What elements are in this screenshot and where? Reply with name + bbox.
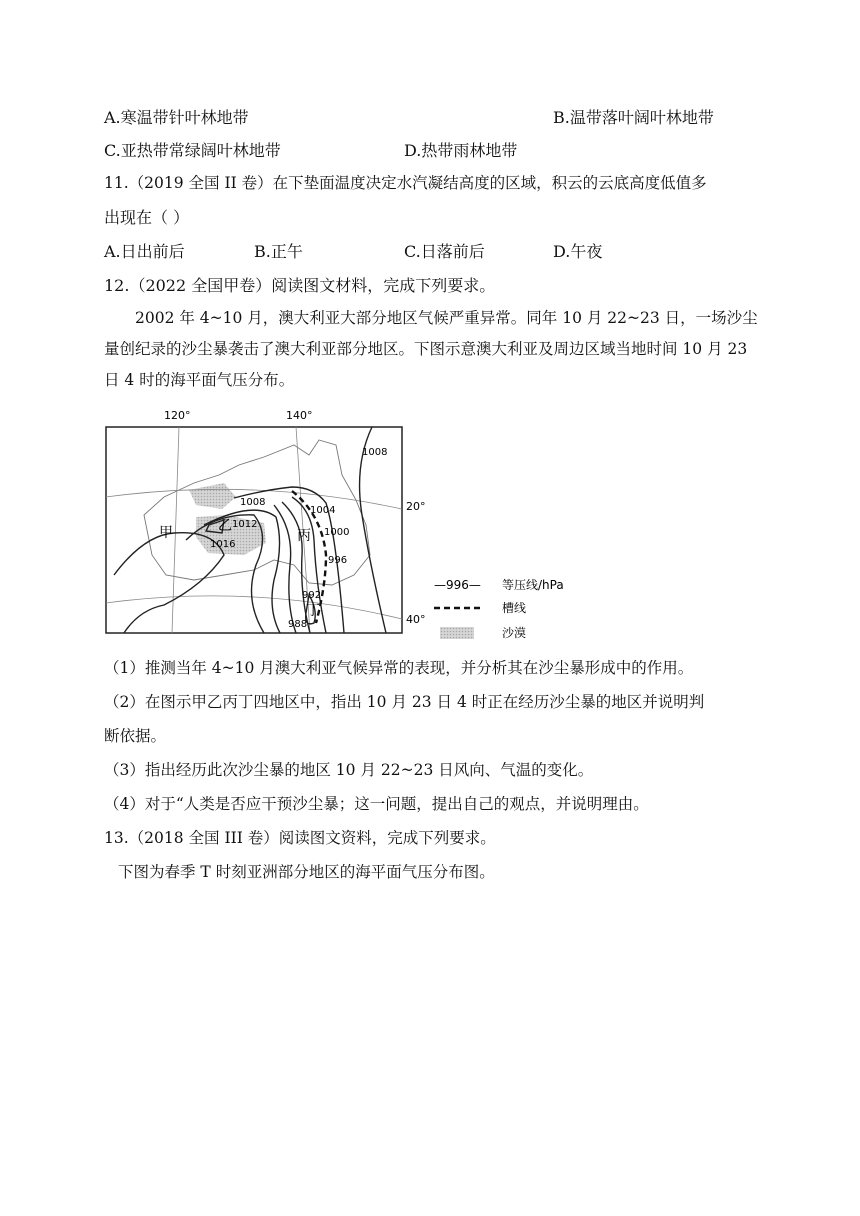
- region-label-bing: 丙: [297, 528, 311, 544]
- pressure-map: [104, 405, 804, 645]
- isobar-label: 1000: [324, 527, 350, 538]
- legend-desert-text: 沙漠: [502, 626, 527, 640]
- isobar-label: 992: [302, 590, 322, 601]
- q11-stem-line1: 11.（2019 全国 II 卷）在下垫面温度决定水汽凝结高度的区域，积云的云底高度低值多: [104, 174, 707, 192]
- q10-option-d: D.热带雨林地带: [404, 141, 518, 160]
- legend-isobar-symbol: —996—: [434, 578, 481, 592]
- legend-trough-text: 槽线: [502, 601, 527, 615]
- lon-label-140: 140°: [286, 409, 313, 422]
- q12-sub2-line1: （2）在图示甲乙丙丁四地区中，指出 10 月 23 日 4 时正在经历沙尘暴的地区并说明判: [104, 693, 705, 711]
- q12-title: 12.（2022 全国甲卷）阅读图文材料，完成下列要求。: [104, 276, 496, 295]
- q12-material: 2002 年 4~10 月，澳大利亚大部分地区气候严重异常。同年 10 月 22~23 日，一场沙尘量创纪录的沙尘暴袭击了澳大利亚部分地区。下图示意澳大利亚及周边区域当地时间 10 月 23 日 4 时的海平面气压分布。: [104, 309, 758, 389]
- q12-sub4: （4）对于“人类是否应干预沙尘暴；这一问题，提出自己的观点，并说明理由。: [104, 795, 649, 813]
- isobar-label: 1016: [210, 539, 236, 550]
- isobar-label: 1008: [240, 497, 266, 508]
- legend-isobar-text: 等压线/hPa: [502, 578, 564, 592]
- isobar-label: 1008: [362, 447, 388, 458]
- q10-option-b: B.温带落叶阔叶林地带: [553, 108, 714, 127]
- q12-sub1: （1）推测当年 4~10 月澳大利亚气候异常的表现，并分析其在沙尘暴形成中的作用。: [104, 659, 694, 677]
- isobar-label: 996: [328, 555, 348, 566]
- q11-option-a: A.日出前后: [104, 242, 185, 261]
- lat-label-20: 20°: [406, 500, 426, 513]
- q13-intro: 下图为春季 T 时刻亚洲部分地区的海平面气压分布图。: [118, 863, 495, 881]
- q13-title: 13.（2018 全国 III 卷）阅读图文资料，完成下列要求。: [104, 829, 496, 847]
- isobar-label: 988: [288, 619, 308, 630]
- q12-sub2-line2: 断依据。: [104, 727, 167, 745]
- map-legend: [434, 577, 564, 640]
- region-label-ding: 丁: [306, 603, 320, 619]
- q11-option-b: B.正午: [254, 242, 303, 261]
- q10-option-c: C.亚热带常绿阔叶林地带: [104, 141, 281, 160]
- q12-sub3: （3）指出经历此次沙尘暴的地区 10 月 22~23 日风向、气温的变化。: [104, 761, 594, 779]
- region-label-yi: 乙: [218, 518, 232, 534]
- q11-option-c: C.日落前后: [404, 242, 485, 261]
- lon-label-120: 120°: [164, 409, 191, 422]
- q11-option-d: D.午夜: [553, 242, 603, 261]
- q10-option-a: A.寒温带针叶林地带: [104, 108, 249, 127]
- isobar-label: 1012: [232, 519, 258, 530]
- q11-stem-line2: 出现在（ ）: [104, 208, 190, 227]
- isobar-label: 1004: [310, 505, 336, 516]
- lat-label-40: 40°: [406, 613, 426, 626]
- region-label-jia: 甲: [159, 525, 173, 541]
